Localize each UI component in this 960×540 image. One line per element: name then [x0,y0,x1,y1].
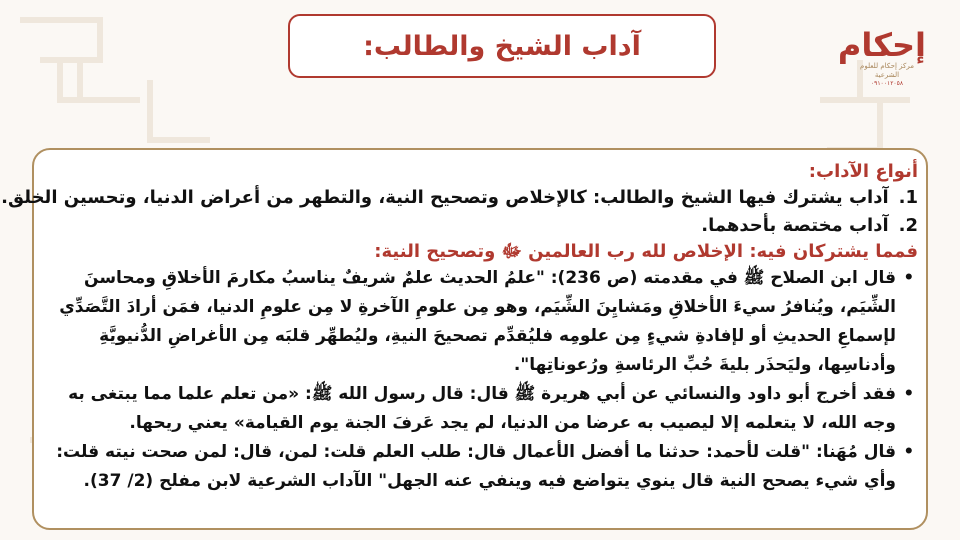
bullet-item [44,264,918,380]
bullet-list [44,264,918,496]
item-number: 1. [898,187,918,208]
bullet-text: قال مُهَنا: "قلت لأحمد: حدثنا ما أفضل الأعمال قال: طلب العلم قلت: لمن، قال: لمن صحت نيته قلت: وأي شيء يصحح النية قال ينوي يتواضع فيه وينفي عنه الجهل" الآداب الشرعية لابن مفلح (2/ 37). [56,442,896,491]
bullet-dot: • [903,384,914,404]
logo-word: إحكام [837,26,926,64]
content-panel [1,148,928,530]
bullet-text: فقد أخرج أبو داود والنسائي عن أبي هريرة ﷺ قال: قال رسول الله ﷺ: «من تعلم علما مما يبتغى به وجه الله، لا يتعلمه إلا ليصيب به عرضا من الدنيا، لم يجد عَرفَ الجنة يوم القيامة» يعني ريحها. [68,384,896,433]
item-text: آداب مختصة بأحدهما. [701,215,889,236]
bullet-text: قال ابن الصلاح ﷺ في مقدمته (ص 236): "علمُ الحديث علمٌ شريفٌ يناسبُ مكارمَ الأخلاقِ ومحاسنَ الشِّيَم، ويُنافرُ سيءَ الأخلاقِ ومَشايِنَ الشِّيَم، وهو مِن علومِ الآخرةِ لا مِن علومِ الدنيا، فمَن أرادَ التَّصَدِّي لإسماعِ الحديثِ أو لإفادةِ شيءٍ مِن علومِه فليُقدِّم تصحيحَ النيةِ، وليُطهِّر قلبَه مِن الأغراضِ الدُّنيويَّةِ وأدناسِها، وليَحذَر بليةَ حُبِّ الرئاسةِ ورُعوناتِها". [59,268,896,375]
bullet-item [44,380,918,438]
page-title: آداب الشيخ والطالب: [363,30,641,62]
bullet-dot: • [903,442,914,462]
sub-heading: فمما يشتركان فيه: الإخلاص لله رب العالمين ﷻ وتصحيح النية: [374,241,918,262]
content-body [1,160,918,496]
bullet-dot: • [903,268,914,288]
item-text: آداب يشترك فيها الشيخ والطالب: كالإخلاص وتصحيح النية، والتطهر من أعراض الدنيا، وتحسين الخلق. [1,187,889,208]
logo-phone: ٠٩١٠٠١٢٠٥٨ [870,80,904,87]
bullet-item [44,438,918,496]
section-heading: أنواع الآداب: [808,161,918,182]
center-logo [837,26,926,90]
logo-subtitle: مركز إحكام للعلوم الشرعية [860,62,914,79]
numbered-item [44,212,918,240]
item-number: 2. [898,215,918,236]
numbered-item [1,184,918,212]
title-box [288,14,716,78]
